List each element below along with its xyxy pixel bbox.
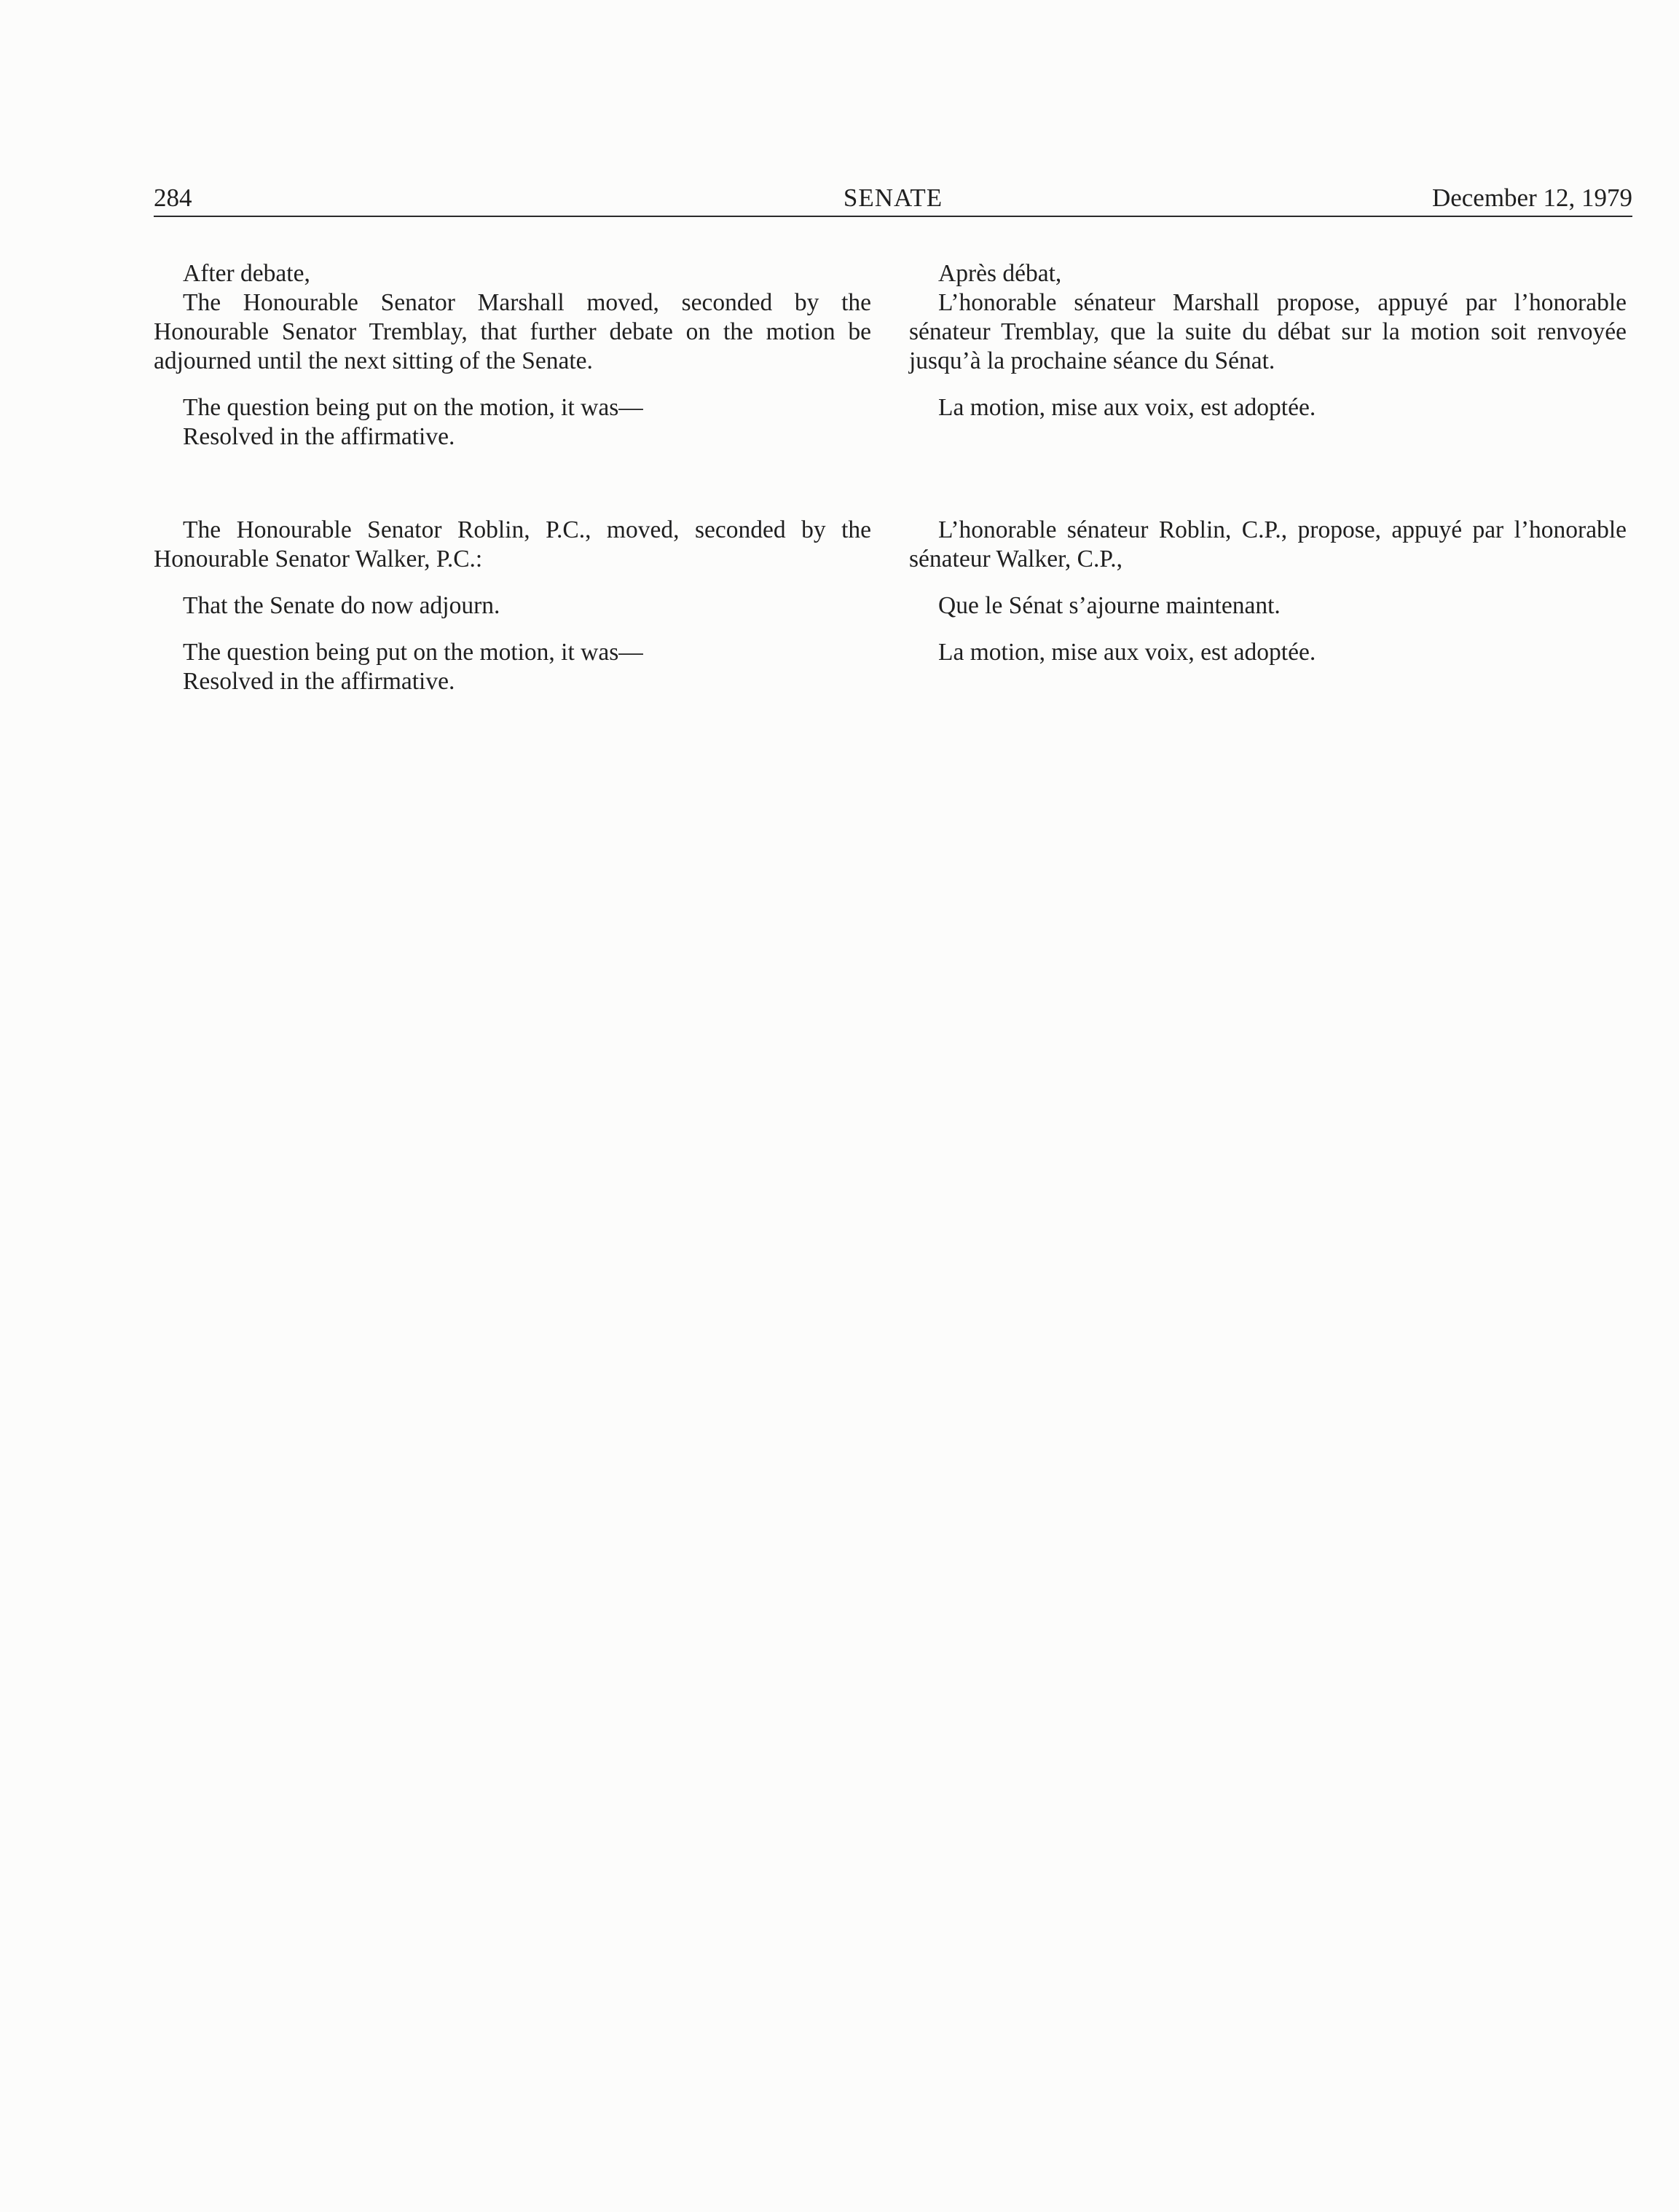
adjournment-motion-text: The Honourable Senator Marshall moved, seconded by the Honourable Senator Tremblay, that further debate on the motion be adjourned until the next sitting of the Senate. (154, 289, 871, 374)
motion-adoptee-text-2: La motion, mise aux voix, est adoptée. (938, 639, 1316, 666)
motion-adoptee-text: La motion, mise aux voix, est adoptée. (938, 394, 1316, 421)
question-put-text-2: The question being put on the motion, it was— (183, 639, 643, 666)
senat-ajourne-text: Que le Sénat s’ajourne maintenant. (938, 592, 1281, 619)
adjourn-resolution-text: That the Senate do now adjourn. (183, 592, 500, 619)
senate-adjourn-motion-text: The Honourable Senator Roblin, P.C., moved, seconded by the Honourable Senator Walker, P.C.: (154, 516, 871, 572)
running-title: SENATE (843, 184, 943, 212)
page-number: 284 (154, 184, 192, 212)
english-column (154, 259, 871, 696)
question-put-text: The question being put on the motion, it was— (183, 394, 643, 421)
header-date: December 12, 1979 (1431, 184, 1632, 212)
motion-renvoi-text: L’honorable sénateur Marshall propose, appuyé par l’honorable sénateur Tremblay, que la suite du débat sur la motion soit renvoyée jusqu’à la prochaine séance du Sénat. (909, 289, 1627, 374)
french-column (909, 259, 1627, 667)
motion-ajournement-text: L’honorable sénateur Roblin, C.P., propose, appuyé par l’honorable sénateur Walker, C.P., (909, 516, 1627, 572)
resolved-text-2: Resolved in the affirmative. (183, 668, 455, 695)
page-header (154, 181, 1632, 217)
apres-debat-text: Après débat, (938, 260, 1062, 287)
resolved-text: Resolved in the affirmative. (183, 423, 455, 450)
after-debate-text: After debate, (183, 260, 310, 287)
